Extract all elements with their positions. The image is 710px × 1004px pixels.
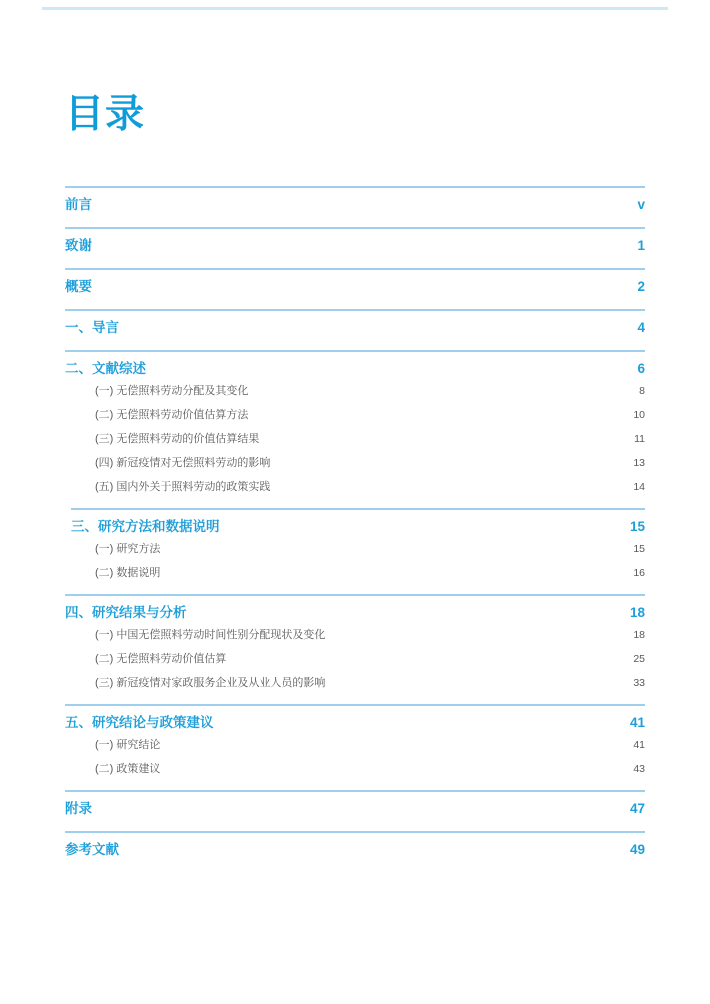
- toc-entry-page-number: 1: [637, 238, 645, 253]
- toc-sub-row[interactable]: [95, 384, 645, 398]
- toc-sub-label: (一) 研究方法: [95, 543, 161, 555]
- toc-sub-row[interactable]: [95, 480, 645, 494]
- toc-entry-label: 附录: [65, 801, 92, 816]
- toc-entry: [65, 831, 645, 858]
- toc-list: [65, 186, 645, 858]
- toc-sub-list: [65, 628, 645, 690]
- toc-entry: [65, 227, 645, 254]
- toc-entry-page-number: 49: [629, 842, 645, 857]
- toc-entry-label: 二、文献综述: [65, 361, 146, 376]
- toc-sub-list: [65, 384, 645, 494]
- toc-sub-list: [65, 738, 645, 776]
- toc-sub-page-number: 10: [633, 409, 645, 421]
- toc-sub-page-number: 41: [633, 739, 645, 751]
- toc-entry: [65, 594, 645, 690]
- toc-entry-page-number: 41: [629, 715, 645, 730]
- toc-entry-label: 前言: [65, 197, 92, 212]
- toc-sub-page-number: 18: [633, 629, 645, 641]
- toc-sub-page-number: 11: [634, 433, 645, 445]
- toc-entry: [65, 268, 645, 295]
- toc-sub-page-number: 15: [633, 543, 645, 555]
- toc-entry-page-number: v: [637, 197, 645, 212]
- toc-entry-row[interactable]: [65, 311, 645, 336]
- toc-sub-page-number: 25: [633, 653, 645, 665]
- toc-sub-row[interactable]: [95, 676, 645, 690]
- toc-entry: [65, 704, 645, 776]
- toc-sub-list: [65, 542, 645, 580]
- toc-entry-label: 一、导言: [65, 320, 119, 335]
- toc-entry-label: 五、研究结论与政策建议: [65, 715, 214, 730]
- toc-sub-label: (一) 研究结论: [95, 739, 161, 751]
- toc-entry: [65, 790, 645, 817]
- toc-sub-page-number: 14: [633, 481, 645, 493]
- toc-entry-label: 概要: [65, 279, 92, 294]
- toc-entry-page-number: 47: [629, 801, 645, 816]
- toc-sub-row[interactable]: [95, 456, 645, 470]
- toc-entry-page-number: 18: [629, 605, 645, 620]
- toc-sub-label: (二) 数据说明: [95, 567, 161, 579]
- toc-sub-label: (一) 无偿照料劳动分配及其变化: [95, 385, 249, 397]
- toc-sub-label: (二) 无偿照料劳动价值估算方法: [95, 409, 249, 421]
- toc-sub-label: (三) 无偿照料劳动的价值估算结果: [95, 433, 260, 445]
- toc-entry: [65, 508, 645, 580]
- toc-sub-row[interactable]: [95, 566, 645, 580]
- toc-sub-row[interactable]: [95, 432, 645, 446]
- toc-entry-row[interactable]: [65, 229, 645, 254]
- toc-sub-label: (四) 新冠疫情对无偿照料劳动的影响: [95, 457, 271, 469]
- toc-sub-row[interactable]: [95, 408, 645, 422]
- toc-sub-page-number: 13: [633, 457, 645, 469]
- toc-sub-page-number: 43: [633, 763, 645, 775]
- toc-entry-row[interactable]: [65, 270, 645, 295]
- toc-entry-row[interactable]: [71, 510, 645, 535]
- toc-entry-label: 四、研究结果与分析: [65, 605, 187, 620]
- toc-sub-row[interactable]: [95, 542, 645, 556]
- toc-entry-row[interactable]: [65, 352, 645, 377]
- toc-entry: [65, 350, 645, 494]
- toc-sub-row[interactable]: [95, 628, 645, 642]
- toc-entry-row[interactable]: [65, 596, 645, 621]
- table-of-contents: [65, 0, 645, 872]
- toc-entry-label: 参考文献: [65, 842, 119, 857]
- toc-sub-label: (二) 无偿照料劳动价值估算: [95, 653, 227, 665]
- toc-entry-row[interactable]: [65, 706, 645, 731]
- toc-sub-page-number: 8: [639, 385, 645, 397]
- toc-entry-row[interactable]: [65, 188, 645, 213]
- page-title: 目录: [65, 93, 146, 136]
- toc-entry-page-number: 6: [637, 361, 645, 376]
- toc-entry-row[interactable]: [65, 833, 645, 858]
- toc-entry-page-number: 15: [629, 519, 645, 534]
- toc-sub-label: (三) 新冠疫情对家政服务企业及从业人员的影响: [95, 677, 326, 689]
- toc-sub-row[interactable]: [95, 738, 645, 752]
- toc-sub-page-number: 16: [633, 567, 645, 579]
- toc-sub-label: (五) 国内外关于照料劳动的政策实践: [95, 481, 271, 493]
- toc-entry: [65, 309, 645, 336]
- toc-sub-label: (一) 中国无偿照料劳动时间性别分配现状及变化: [95, 629, 326, 641]
- toc-entry-page-number: 2: [637, 279, 645, 294]
- toc-entry-label: 致谢: [65, 238, 92, 253]
- toc-sub-row[interactable]: [95, 762, 645, 776]
- toc-entry-page-number: 4: [637, 320, 645, 335]
- toc-sub-page-number: 33: [633, 677, 645, 689]
- toc-entry-row[interactable]: [65, 792, 645, 817]
- toc-sub-label: (二) 政策建议: [95, 763, 161, 775]
- toc-sub-row[interactable]: [95, 652, 645, 666]
- toc-entry: [65, 186, 645, 213]
- toc-entry-label: 三、研究方法和数据说明: [71, 519, 220, 534]
